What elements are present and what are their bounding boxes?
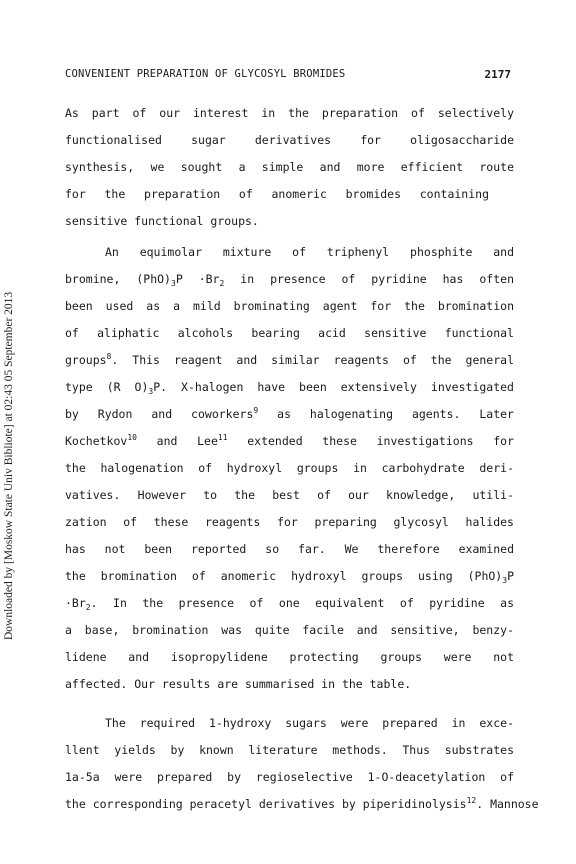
paragraph-line: synthesis, we sought a simple and more efficient route: [65, 160, 514, 174]
subscript: 2: [219, 279, 225, 288]
reference-superscript: 9: [253, 406, 259, 415]
download-watermark: Downloaded by [Moskow State Univ Bibliote] at 02:43 05 September 2013: [3, 291, 15, 640]
paragraph-line: the halogenation of hydroxyl groups in carbohydrate deri-: [65, 461, 514, 475]
text-run: extended these investigations for: [227, 434, 515, 448]
paragraph-line: a base, bromination was quite facile and sensitive, benzy-: [65, 623, 514, 637]
paragraph-line: has not been reported so far. We therefore examined: [65, 542, 514, 556]
text-run: the corresponding peracetyl derivatives by piperidinolysis: [65, 797, 467, 811]
running-title: CONVENIENT PREPARATION OF GLYCOSYL BROMIDES: [65, 68, 346, 80]
subscript: 3: [148, 387, 154, 396]
text-run: . This reagent and similar reagents of the general: [111, 353, 514, 367]
paragraph-line: [65, 378, 514, 396]
text-run: . In the presence of one equivalent of pyridine as: [90, 596, 514, 610]
paragraph-line: llent yields by known literature methods. Thus substrates: [65, 743, 514, 757]
text-run: P. X-halogen have been extensively investigated: [153, 380, 514, 394]
text-run: ·Br: [65, 596, 86, 610]
text-run: the bromination of anomeric hydroxyl groups using (PhO): [65, 569, 503, 583]
paragraph-line: The required 1-hydroxy sugars were prepared in exce-: [105, 716, 514, 730]
text-run: and Lee: [136, 434, 218, 448]
page-number: 2177: [484, 68, 511, 81]
reference-superscript: 12: [466, 796, 477, 805]
paragraph-line: been used as a mild brominating agent for the bromination: [65, 299, 514, 313]
text-run: P: [507, 569, 514, 583]
text-run: in presence of pyridine has often: [224, 272, 514, 286]
running-header: [65, 68, 511, 84]
text-run: Kochetkov: [65, 434, 128, 448]
paragraph-line: lidene and isopropylidene protecting groups were not: [65, 650, 514, 664]
subscript: 2: [85, 603, 91, 612]
text-run: groups: [65, 353, 107, 367]
subscript: 3: [502, 576, 508, 585]
paragraph-line: [65, 351, 514, 369]
paragraph-line: of aliphatic alcohols bearing acid sensitive functional: [65, 326, 514, 340]
paragraph-line: [65, 270, 514, 288]
reference-superscript: 8: [106, 352, 112, 361]
paragraph-line: [65, 795, 539, 813]
paragraph-line: [65, 567, 514, 585]
reference-superscript: 10: [127, 433, 137, 442]
paragraph-line: 1a-5a were prepared by regioselective 1-O-deacetylation of: [65, 770, 514, 784]
text-run: type (R O): [65, 380, 149, 394]
text-run: . Mannose: [476, 797, 539, 811]
paragraph-line: An equimolar mixture of triphenyl phosphite and: [105, 245, 514, 259]
text-run: as halogenating agents. Later: [258, 407, 514, 421]
reference-superscript: 11: [217, 433, 228, 442]
paragraph-line: for the preparation of anomeric bromides containing: [65, 187, 489, 201]
paragraph-line: [65, 432, 514, 450]
paragraph-line: [65, 594, 514, 612]
text-run: bromine, (PhO): [65, 272, 171, 286]
paragraph-line: affected. Our results are summarised in the table.: [65, 677, 412, 691]
text-run: P ·Br: [175, 272, 220, 286]
paragraph-line: sensitive functional groups.: [65, 214, 259, 228]
subscript: 3: [170, 279, 176, 288]
paragraph-line: As part of our interest in the preparation of selectively: [65, 106, 514, 120]
paragraph-line: [65, 405, 514, 423]
paragraph-line: vatives. However to the best of our knowledge, utili-: [65, 488, 514, 502]
paragraph-line: zation of these reagents for preparing glycosyl halides: [65, 515, 514, 529]
text-run: by Rydon and coworkers: [65, 407, 254, 421]
paragraph-line: functionalised sugar derivatives for oligosaccharide: [65, 133, 514, 147]
